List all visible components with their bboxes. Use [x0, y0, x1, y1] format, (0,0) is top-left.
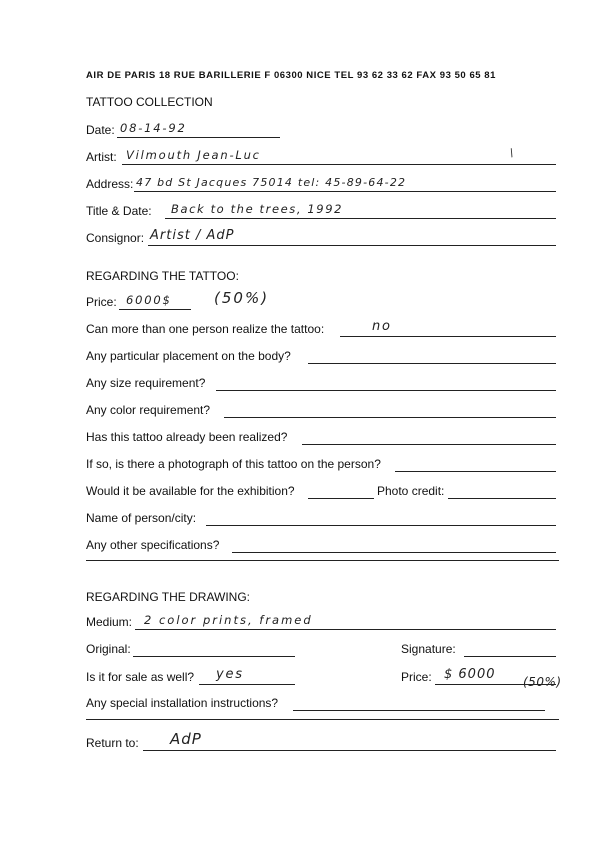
photo-credit-field[interactable]	[448, 498, 556, 499]
photograph-field[interactable]	[395, 471, 556, 472]
consignor-field[interactable]	[148, 245, 556, 246]
address-value: 47 bd St Jacques 75014 tel: 45-89-64-22	[136, 176, 407, 189]
form-title: TATTOO COLLECTION	[86, 95, 213, 109]
date-value: 08-14-92	[120, 121, 187, 135]
person-city-row	[86, 508, 559, 528]
date-field[interactable]	[117, 137, 280, 138]
color-row	[86, 400, 559, 420]
realized-label: Has this tattoo already been realized?	[86, 430, 288, 444]
size-label: Any size requirement?	[86, 376, 206, 390]
artist-row	[86, 147, 559, 167]
color-label: Any color requirement?	[86, 403, 211, 417]
other-spec-label: Any other specifications?	[86, 538, 220, 552]
date-label: Date:	[86, 123, 115, 137]
more-person-value: no	[372, 319, 392, 334]
drawing-price-label: Price:	[401, 670, 432, 684]
title-date-label: Title & Date:	[86, 204, 152, 218]
sale-label: Is it for sale as well?	[86, 670, 195, 684]
more-person-field[interactable]	[340, 336, 556, 337]
realized-row	[86, 427, 559, 447]
installation-field[interactable]	[293, 710, 545, 711]
date-row	[86, 120, 286, 140]
return-row	[86, 730, 559, 753]
drawing-price-value: $ 6000	[444, 667, 496, 682]
sale-value: yes	[216, 667, 244, 682]
drawing-heading: REGARDING THE DRAWING:	[86, 590, 251, 604]
return-value: AdP	[170, 730, 202, 748]
more-person-row	[86, 319, 559, 339]
drawing-price-note: (50%)	[523, 675, 562, 689]
return-label: Return to:	[86, 736, 139, 750]
exhibition-field[interactable]	[308, 498, 374, 499]
tattoo-price-field[interactable]	[119, 309, 191, 310]
photo-credit-label: Photo credit:	[377, 484, 445, 498]
artist-field[interactable]	[122, 164, 556, 165]
pen-stroke: /	[507, 145, 516, 161]
address-field[interactable]	[134, 191, 556, 192]
artist-value: Vilmouth Jean-Luc	[126, 148, 261, 162]
address-label: Address:	[86, 177, 134, 191]
installation-row	[86, 693, 559, 713]
other-spec-row	[86, 535, 559, 555]
title-date-field[interactable]	[165, 218, 556, 219]
other-spec-field[interactable]	[232, 552, 556, 553]
medium-field[interactable]	[135, 629, 556, 630]
person-city-label: Name of person/city:	[86, 511, 197, 525]
installation-label: Any special installation instructions?	[86, 696, 279, 710]
realized-field[interactable]	[302, 444, 556, 445]
medium-row	[86, 612, 559, 632]
tattoo-price-label: Price:	[86, 295, 117, 309]
photograph-label: If so, is there a photograph of this tattoo on the person?	[86, 457, 381, 471]
original-label: Original:	[86, 642, 131, 656]
sale-field[interactable]	[199, 684, 295, 685]
original-signature-row	[86, 639, 559, 659]
address-row	[86, 174, 559, 194]
exhibition-row	[86, 481, 559, 501]
sale-price-row	[86, 667, 576, 687]
tattoo-price-note: (50%)	[214, 289, 270, 307]
title-date-row	[86, 201, 559, 221]
photograph-row	[86, 454, 559, 474]
original-field[interactable]	[133, 656, 295, 657]
medium-value: 2 color prints, framed	[144, 613, 313, 627]
tattoo-price-row	[86, 289, 559, 312]
placement-row	[86, 346, 559, 366]
signature-field[interactable]	[464, 656, 556, 657]
medium-label: Medium:	[86, 615, 133, 629]
artist-label: Artist:	[86, 150, 117, 164]
size-row	[86, 373, 559, 393]
gallery-header: AIR DE PARIS 18 RUE BARILLERIE F 06300 NICE TEL 93 62 33 62 FAX 93 50 65 81	[86, 70, 496, 81]
tattoo-heading: REGARDING THE TATTOO:	[86, 269, 239, 283]
exhibition-label: Would it be available for the exhibition?	[86, 484, 295, 498]
tattoo-price-value: 6000$	[126, 293, 172, 307]
consignor-row	[86, 228, 559, 248]
consignor-value: Artist / AdP	[150, 228, 235, 243]
more-person-label: Can more than one person realize the tattoo:	[86, 322, 325, 336]
other-spec-extra-line[interactable]	[86, 560, 559, 561]
return-field[interactable]	[143, 750, 556, 751]
placement-label: Any particular placement on the body?	[86, 349, 291, 363]
person-city-field[interactable]	[206, 525, 556, 526]
title-date-value: Back to the trees, 1992	[171, 202, 344, 216]
placement-field[interactable]	[308, 363, 556, 364]
consignor-label: Consignor:	[86, 231, 145, 245]
installation-extra-line[interactable]	[86, 719, 559, 720]
signature-label: Signature:	[401, 642, 456, 656]
color-field[interactable]	[224, 417, 556, 418]
size-field[interactable]	[216, 390, 556, 391]
